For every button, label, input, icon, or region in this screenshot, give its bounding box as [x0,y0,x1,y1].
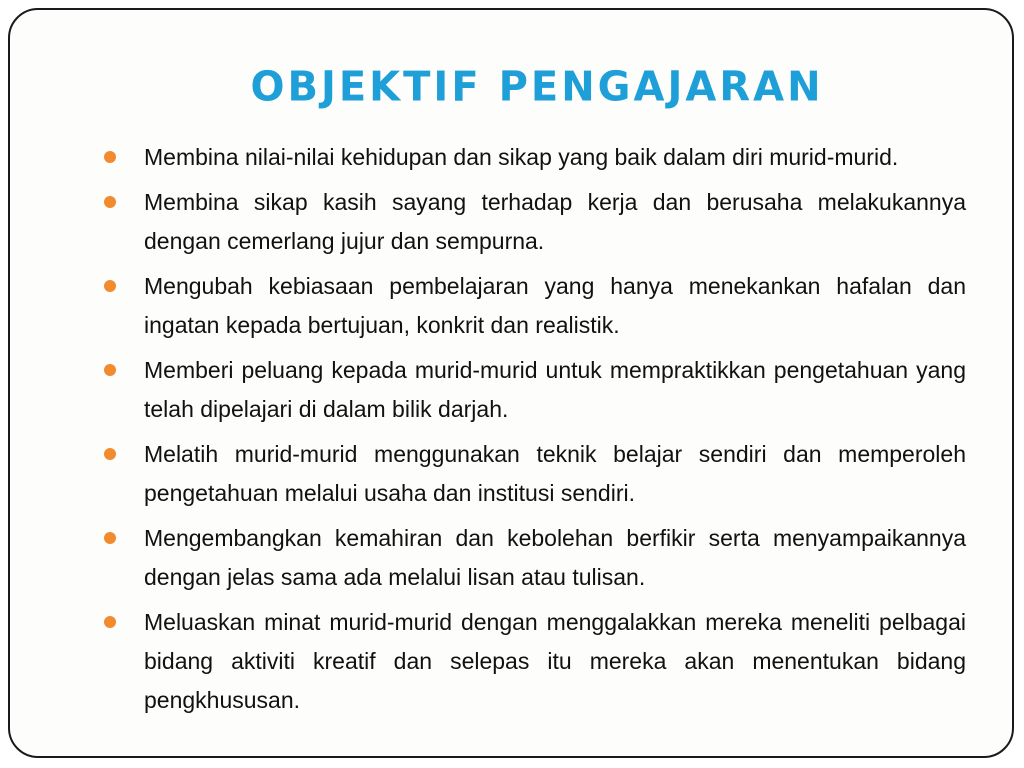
bullet-text: Melatih murid-murid menggunakan teknik belajar sendiri dan memperoleh pengetahuan melalui usaha dan institusi sendiri. [144,441,966,506]
bullet-dot-icon [104,616,116,628]
bullet-item [100,351,966,429]
bullet-dot-icon [104,448,116,460]
bullet-dot-icon [104,151,116,163]
bullet-dot-icon [104,532,116,544]
bullet-item [100,519,966,597]
slide-title: OBJEKTIF PENGAJARAN [250,63,824,111]
bullet-dot-icon [104,196,116,208]
bullet-text: Mengembangkan kemahiran dan kebolehan berfikir serta menyampaikannya dengan jelas sama ada melalui lisan atau tulisan. [144,525,966,590]
bullet-item [100,183,966,261]
bullet-text: Membina nilai-nilai kehidupan dan sikap yang baik dalam diri murid-murid. [144,144,899,170]
bullet-item [100,435,966,513]
bullet-text: Membina sikap kasih sayang terhadap kerja dan berusaha melakukannya dengan cemerlang jujur dan sempurna. [144,189,966,254]
bullet-text: Memberi peluang kepada murid-murid untuk mempraktikkan pengetahuan yang telah dipelajari di dalam bilik darjah. [144,357,966,422]
bullet-list [100,138,966,726]
bullet-item [100,138,966,177]
bullet-item [100,267,966,345]
bullet-text: Mengubah kebiasaan pembelajaran yang hanya menekankan hafalan dan ingatan kepada bertujuan, konkrit dan realistik. [144,273,966,338]
bullet-text: Meluaskan minat murid-murid dengan menggalakkan mereka meneliti pelbagai bidang aktiviti kreatif dan selepas itu mereka akan menentukan bidang pengkhususan. [144,609,966,713]
bullet-item [100,603,966,720]
bullet-dot-icon [104,280,116,292]
bullet-dot-icon [104,364,116,376]
